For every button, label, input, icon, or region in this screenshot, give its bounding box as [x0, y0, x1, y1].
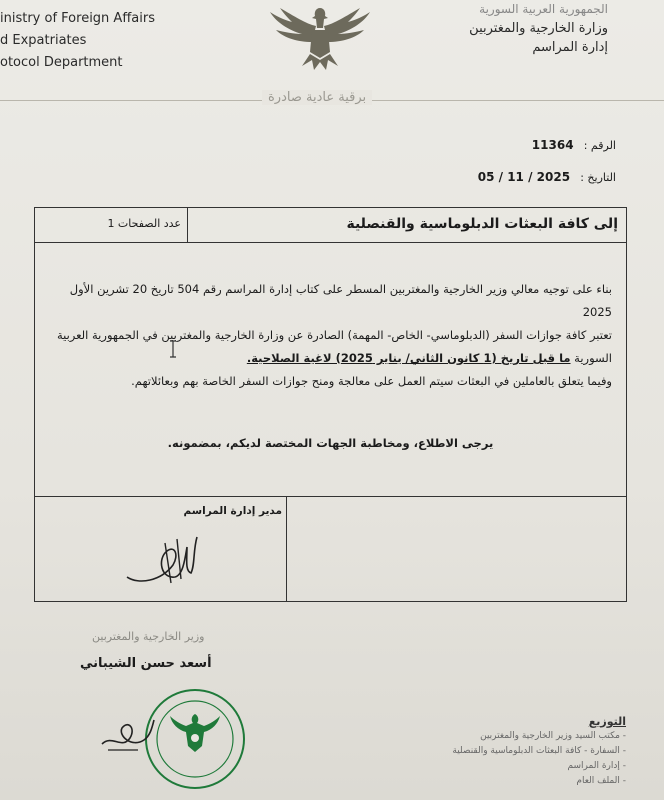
body-line-3-prefix: السورية [574, 351, 612, 365]
pages-cell [35, 208, 188, 242]
date-value: 2025 / 11 / 05 [477, 170, 571, 184]
distribution-title: التوزيع [588, 715, 626, 728]
reference-number [532, 138, 616, 152]
english-line-department: otocol Department [0, 55, 123, 70]
minister-title: وزير الخارجية والمغتربين [92, 630, 205, 643]
english-line-ministry: inistry of Foreign Affairs [0, 11, 155, 26]
body-line-3 [53, 347, 612, 370]
closing-line: يرجى الاطلاع، ومخاطبة الجهات المختصة لديكم، بمضمونه. [167, 436, 494, 450]
handwritten-signature-icon [121, 525, 201, 591]
telegram-frame [34, 207, 627, 602]
date-label: التاريخ : [580, 171, 616, 184]
body-line-4: وفيما يتعلق بالعاملين في البعثات سيتم العمل على معالجة ومنح جوازات السفر الخاصة بهم وبعائلاتهم. [131, 374, 612, 388]
number-value: 11364 [531, 138, 574, 152]
signature-cell [35, 497, 287, 602]
distribution-item: - السفارة - كافة البعثات الدبلوماسية والقنصلية [452, 746, 626, 756]
english-letterhead [0, 8, 155, 74]
pages-count: عدد الصفحات 1 [107, 217, 181, 230]
signer-title: مدير إدارة المراسم [183, 505, 282, 517]
distribution-item: - إدارة المراسم [567, 761, 626, 771]
signature-row [35, 496, 626, 602]
distribution-item: - مكتب السيد وزير الخارجية والمغتربين [480, 731, 626, 741]
number-label: الرقم : [583, 139, 616, 152]
arabic-ministry-line: وزارة الخارجية والمغتربين [469, 21, 608, 36]
text-cursor-icon [168, 340, 178, 358]
minister-signature-icon [98, 710, 158, 756]
minister-name: أسعد حسن الشيباني [80, 656, 212, 671]
arabic-dept-line: إدارة المراسم [532, 40, 608, 55]
body-line-3-highlight: ما قبل تاريخ (1 كانون الثاني/ يناير 2025) لاغية الصلاحية. [246, 351, 571, 365]
distribution-item: - الملف العام [576, 776, 626, 786]
distribution-list [452, 714, 626, 789]
document-date [478, 170, 616, 184]
body-line-1: بناء على توجيه معالي وزير الخارجية والمغتربين المسطر على كتاب إدارة المراسم رقم 504 تاريخ 20 تشرين الأول 2025 [69, 282, 612, 319]
eagle-emblem-icon [266, 2, 374, 74]
english-line-expatriates: d Expatriates [0, 33, 87, 48]
body-line-2: تعتبر كافة جوازات السفر (الدبلوماسي- الخاص- المهمة) الصادرة عن وزارة الخارجية والمغتربين في الجمهورية العربية [56, 328, 612, 342]
recipient-row [35, 208, 626, 243]
telegram-body [53, 278, 612, 393]
arabic-letterhead [469, 0, 608, 57]
arabic-gov-line: الجمهورية العربية السورية [479, 2, 608, 16]
recipient-text: إلى كافة البعثات الدبلوماسية والقنصلية [346, 216, 618, 232]
subject-title: برقية عادية صادرة [262, 90, 372, 105]
